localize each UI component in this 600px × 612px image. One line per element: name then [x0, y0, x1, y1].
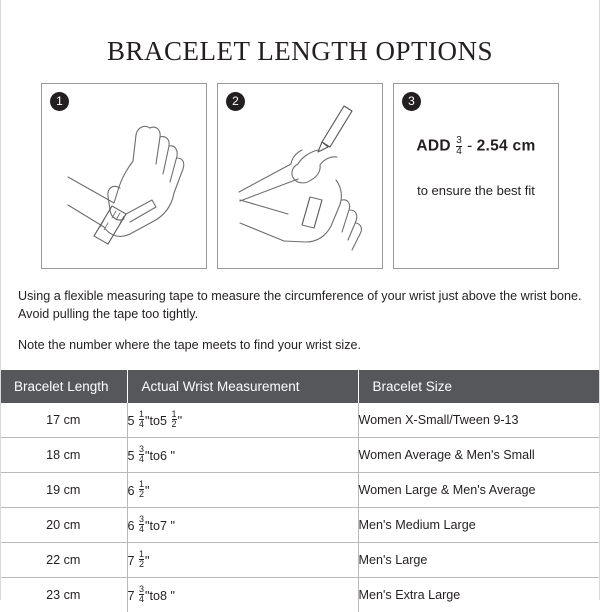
panel-measuring-wrist [41, 83, 207, 269]
add-length-subtitle: to ensure the best fit [417, 183, 535, 198]
table-row [0, 472, 600, 507]
wrist-measurement-separator: to [149, 449, 161, 464]
cell-bracelet-length: 22 cm [0, 542, 127, 577]
cell-wrist-measurement [127, 403, 358, 438]
cell-bracelet-size: Men's Medium Large [358, 507, 600, 542]
table-row [0, 507, 600, 542]
cell-bracelet-size: Women X-Small/Tween 9-13 [358, 403, 600, 438]
cell-bracelet-size: Men's Large [358, 542, 600, 577]
page-title: BRACELET LENGTH OPTIONS [107, 36, 493, 66]
add-label: ADD [416, 137, 451, 155]
instructions-paragraph-2: Note the number where the tape meets to find your wrist size. [18, 337, 361, 352]
metric-value: 2.54 cm [476, 137, 536, 155]
wrist-measurement-from: 7 $\frac{3}{4}$ " [127, 584, 150, 605]
header-bracelet-length: Bracelet Length [0, 370, 127, 403]
panel-badge-3: 3 [402, 92, 421, 111]
wrist-measurement-to: 5 $\frac{1}{2}$ " [160, 409, 183, 430]
cell-bracelet-size: Women Large & Men's Average [358, 472, 600, 507]
table-row [0, 542, 600, 577]
table-header-row [0, 370, 600, 403]
cell-bracelet-size: Women Average & Men's Small [358, 437, 600, 472]
wrist-measurement-to: 7 " [160, 519, 176, 534]
hand-with-tape-illustration [42, 84, 207, 269]
table-row [0, 437, 600, 472]
wrist-measurement-from: 5 $\frac{1}{4}$ " [127, 409, 150, 430]
table-row [0, 403, 600, 438]
cell-wrist-measurement [127, 542, 358, 577]
dash: - [467, 137, 473, 155]
cell-bracelet-length: 19 cm [0, 472, 127, 507]
cell-bracelet-length: 17 cm [0, 403, 127, 438]
wrist-measurement-to: 8 " [160, 589, 176, 604]
cell-bracelet-length: 23 cm [0, 577, 127, 612]
cell-wrist-measurement [127, 437, 358, 472]
cell-wrist-measurement [127, 577, 358, 612]
panel-marking-tape [217, 83, 383, 269]
size-table [0, 370, 600, 612]
table-body [0, 403, 600, 612]
add-length-line [394, 136, 558, 157]
wrist-measurement-from: 7 $\frac{1}{2}$ " [127, 549, 150, 570]
cell-wrist-measurement [127, 507, 358, 542]
illustration-panels [0, 83, 600, 269]
wrist-measurement-from: 5 $\frac{3}{4}$ " [127, 444, 150, 465]
cell-bracelet-size: Men's Extra Large [358, 587, 461, 602]
panel-badge-2: 2 [226, 92, 245, 111]
hand-marking-illustration [218, 84, 383, 269]
header-bracelet-size: Bracelet Size [358, 370, 600, 403]
wrist-measurement-separator: to [149, 589, 161, 604]
left-edge-rule [0, 0, 1, 600]
instructions-paragraph-1: Using a flexible measuring tape to measure the circumference of your wrist just above the wrist bone. Avoid pulling the tape too tightly. [18, 289, 582, 322]
wrist-measurement-separator: to [149, 414, 161, 429]
table-row [0, 577, 600, 612]
panel-badge-1: 1 [50, 92, 69, 111]
panel-add-length [393, 83, 559, 269]
wrist-measurement-to: 6 " [160, 449, 176, 464]
wrist-measurement-from: 6 $\frac{3}{4}$ " [127, 514, 150, 535]
header-wrist-measurement: Actual Wrist Measurement [127, 370, 358, 403]
cell-bracelet-length: 18 cm [0, 437, 127, 472]
wrist-measurement-separator: to [149, 519, 161, 534]
three-quarter-fraction: $\frac{3}{4}$ [456, 135, 462, 157]
wrist-measurement-from: 6 $\frac{1}{2}$ " [127, 479, 150, 500]
cell-bracelet-length: 20 cm [0, 507, 127, 542]
cell-wrist-measurement [127, 472, 358, 507]
